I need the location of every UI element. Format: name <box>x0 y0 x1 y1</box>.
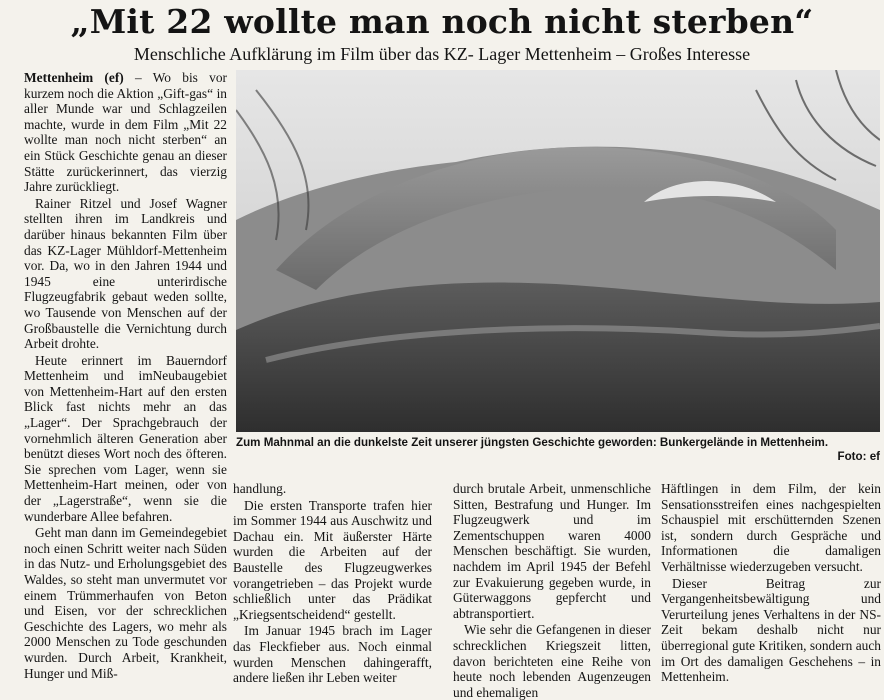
column-1-paragraph-2: Rainer Ritzel und Josef Wagner stellten ihren im Landkreis und darüber hinaus bekannten Film über das KZ-Lager Mühldorf-Mettenheim vor. Da, wo in den Jahren 1944 und 1945 eine unterirdische Flugzeugfabrik gebaut weden sollte, wo Tausende von Menschen auf der Großbaustelle die Vernichtung durch Arbeit drohte. <box>24 195 227 352</box>
photo-credit: Foto: ef <box>837 450 880 463</box>
article-column-4 <box>661 481 881 685</box>
column-2-paragraph-2: Die ersten Transporte trafen hier im Sommer 1944 aus Auschwitz und Dachau ein. Mit äußerster Härte wurden die Arbeiten auf der Baustelle des Flugzeugwerkes vorangetrieben – das Projekt wurde schließlich unter das Prädikat „Kriegsentscheidend“ gestellt. <box>233 497 432 622</box>
headline: „Mit 22 wollte man noch nicht sterben“ <box>70 2 814 41</box>
photo-caption-text: Zum Mahnmal an die dunkelste Zeit unserer jüngsten Geschichte geworden: Bunkergelände in Mettenheim. <box>236 436 829 449</box>
subheadline: Menschliche Aufklärung im Film über das KZ- Lager Mettenheim – Großes Interesse <box>133 44 751 64</box>
article-column-3 <box>453 481 651 700</box>
article-column-2 <box>233 481 432 686</box>
column-3-paragraph-1: durch brutale Arbeit, unmenschliche Sitten, Bestrafung und Hunger. Im Flugzeugwerk und im Zementschuppen waren 4000 Menschen beschäftigt. Sie wurden, nachdem im April 1945 der Befehl zur Evakuierung gegeben wurde, in Güterwaggons gepfercht und abtransportiert. <box>453 481 651 621</box>
column-4-paragraph-2: Dieser Beitrag zur Vergangenheitsbewältigung und Verurteilung jenes Verhaltens in der NS-Zeit bekam deshalb nicht nur überregional gute Kritiken, sondern auch im Ort des damaligen Geschehens – in Mettenheim. <box>661 575 881 685</box>
column-1-paragraph-1-text: – Wo bis vor kurzem noch die Aktion „Gift-gas“ in aller Munde war und Schlagzeilen machte, wurde in dem Film „Mit 22 wollte man noch nicht sterben“ an ein Stück Geschichte genau an dieser Stätte zurückerinnert, das vierzig Jahre zurückliegt. <box>24 70 227 195</box>
column-3-paragraph-2: Wie sehr die Gefangenen in dieser schrecklichen Kriegszeit litten, davon berichteten eine Reihe von heute noch lebenden Augenzeugen und ehemaligen <box>453 622 651 700</box>
bunker-photo <box>236 70 880 432</box>
column-1-paragraph-4: Geht man dann im Gemeindegebiet noch einen Schritt weiter nach Süden in das Nutz- und Erholungsgebiet des Waldes, so steht man unvermutet vor einem Trümmerhaufen von Beton und Eisen, vor der schrecklichen Geschichte des Lagers, wo mehr als 2000 Menschen zu Tode geschunden wurden. Durch Arbeit, Krankheit, Hunger und Miß- <box>24 525 227 681</box>
photo-caption <box>236 436 880 464</box>
column-1-paragraph-1 <box>24 70 227 195</box>
column-4-paragraph-1: Häftlingen in dem Film, der kein Sensationsstreifen eines nachgespielten Schauspiel mit erschütternden Szenen ist, sondern durch Gespräche und Informationen die damaligen Verhältnisse wiederzugeben versucht. <box>661 481 881 574</box>
column-2-paragraph-3: Im Januar 1945 brach im Lager das Fleckfieber aus. Noch einmal wurden Menschen dahingerafft, andere ließen ihr Leben weiter <box>233 623 432 686</box>
bunker-photo-image <box>236 70 880 432</box>
column-2-paragraph-1: handlung. <box>233 481 287 496</box>
article-column-1 <box>24 70 227 682</box>
column-1-paragraph-3: Heute erinnert im Bauerndorf Mettenheim und imNeubaugebiet von Mettenheim-Hart auf den ersten Blick fast nichts mehr an das „Lager“. Der Sprachgebrauch der vornehmlich älteren Generation aber benützt dieses Wort noch des öfteren. Sie sprechen vom Lager, wenn sie Mettenheim-Hart meinen, oder von der „Lagerstraße“, wenn sie die wunderbare Allee befahren. <box>24 352 227 524</box>
dateline: Mettenheim (ef) <box>24 70 124 85</box>
